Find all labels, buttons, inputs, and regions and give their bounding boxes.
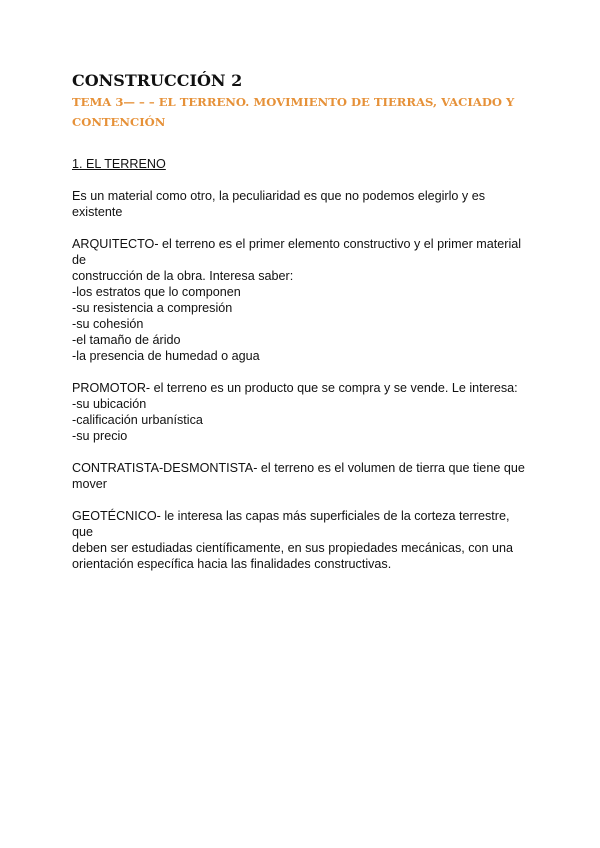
promotor-line-1: PROMOTOR- el terreno es un producto que se compra y se vende. Le interesa:	[72, 381, 518, 395]
section-heading: 1. EL TERRENO	[72, 157, 166, 171]
spacer	[72, 444, 532, 460]
promotor-list-item: -su ubicación	[72, 397, 147, 411]
document-subtitle-line-2: CONTENCIÓN	[72, 115, 166, 129]
spacer	[72, 172, 532, 188]
geotecnico-line-2: deben ser estudiadas científicamente, en sus propiedades mecánicas, con una	[72, 541, 514, 555]
arquitecto-line-2: construcción de la obra. Interesa saber:	[72, 269, 294, 283]
document-subtitle-line-1: TEMA 3— – – EL TERRENO. MOVIMIENTO DE TIERRAS, VACIADO Y	[72, 95, 515, 109]
geotecnico-line-1: GEOTÉCNICO- le interesa las capas más superficiales de la corteza terrestre, que	[72, 509, 510, 539]
arquitecto-line-1: ARQUITECTO- el terreno es el primer elemento constructivo y el primer material de	[72, 237, 522, 267]
spacer	[72, 220, 532, 236]
arquitecto-list-item: -los estratos que lo componen	[72, 285, 241, 299]
spacer	[72, 364, 532, 380]
document-content	[72, 70, 532, 572]
promotor-list-item: -su precio	[72, 429, 128, 443]
contratista-line-1: CONTRATISTA-DESMONTISTA- el terreno es el volumen de tierra que tiene que	[72, 461, 525, 475]
intro-paragraph: Es un material como otro, la peculiaridad es que no podemos elegirlo y es existente	[72, 189, 486, 219]
geotecnico-line-3: orientación específica hacia las finalidades constructivas.	[72, 557, 392, 571]
promotor-list-item: -calificación urbanística	[72, 413, 203, 427]
arquitecto-list-item: -su resistencia a compresión	[72, 301, 233, 315]
arquitecto-list-item: -su cohesión	[72, 317, 144, 331]
document-title: CONSTRUCCIÓN 2	[72, 71, 243, 90]
spacer	[72, 492, 532, 508]
contratista-line-2: mover	[72, 477, 107, 491]
arquitecto-list-item: -la presencia de humedad o agua	[72, 349, 260, 363]
arquitecto-list-item: -el tamaño de árido	[72, 333, 181, 347]
